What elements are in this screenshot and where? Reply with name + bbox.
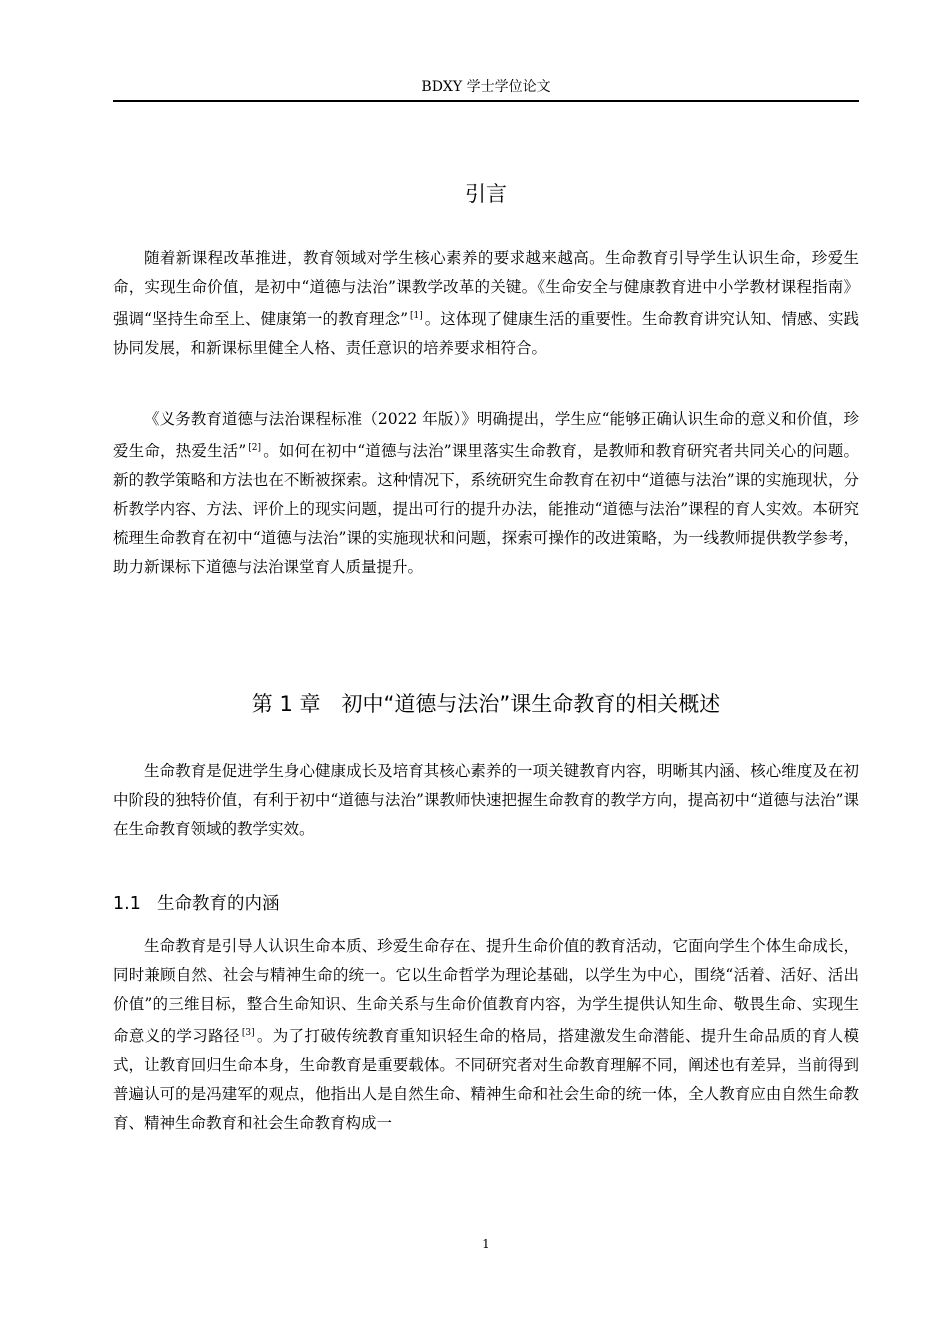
- chapter-1-title: 第 1 章 初中“道德与法治”课生命教育的相关概述: [251, 692, 721, 716]
- running-header: BDXY 学士学位论文: [421, 79, 551, 95]
- section-p-text: 生命教育是引导人认识生命本质、珍爱生命存在、提升生命价值的教育活动，它面向学生个体生命成长，同时兼顾自然、社会与精神生命的统一。它以生命哲学为理论基础，以学生为中心，围绕“活着、活好、活出价值”的三维目标，整合生命知识、生命关系与生命价值教育内容，为学生提供认知生命、敬畏生命、实现生命意义的学习路径: [113, 937, 859, 1045]
- chapter-1-p1-text: 生命教育是促进学生身心健康成长及培育其核心素养的一项关键教育内容，明晰其内涵、核心维度及在初中阶段的独特价值，有利于初中“道德与法治”课教师快速把握生命教育的教学方向，提高初中“道德与法治”课在生命教育领域的教学实效。: [113, 762, 859, 838]
- intro-p1-text: 随着新课程改革推进，教育领域对学生核心素养的要求越来越高。生命教育引导学生认识生命，珍爱生命，实现生命价值，是初中“道德与法治”课教学改革的关键。《生命安全与健康教育进中小学教材课程指南》强调“坚持生命至上、健康第一的教育理念”: [113, 249, 859, 328]
- intro-p2-text: 《义务教育道德与法治课程标准（2022 年版）》明确提出，学生应“能够正确认识生命的意义和价值，珍爱生命，热爱生活”: [113, 410, 859, 460]
- section-number: 1.1: [113, 894, 141, 914]
- section-1-1-heading: [113, 891, 859, 917]
- section-title: 生命教育的内涵: [157, 894, 280, 914]
- citation-ref-1: [1]: [410, 311, 423, 321]
- intro-p2-tail: 。如何在初中“道德与法治”课里落实生命教育，是教师和教育研究者共同关心的问题。新的教学策略和方法也在不断被探索。这种情况下，系统研究生命教育在初中“道德与法治”课的实施现状，分析教学内容、方法、评价上的现实问题，提出可行的提升办法，能推动“道德与法治”课程的育人实效。本研究梳理生命教育在初中“道德与法治”课的实施现状和问题，探索可操作的改进策略，为一线教师提供教学参考，助力新课标下道德与法治课堂育人质量提升。: [113, 442, 859, 576]
- header-rule: [113, 100, 859, 102]
- citation-ref-2: [2]: [248, 443, 262, 453]
- citation-ref-3: [3]: [241, 1028, 255, 1038]
- intro-title: 引言: [465, 182, 507, 206]
- section-1-1-paragraph: [113, 932, 859, 1138]
- section-p-tail: 。为了打破传统教育重知识轻生命的格局，搭建激发生命潜能、提升生命品质的育人模式，让教育回归生命本身，生命教育是重要载体。不同研究者对生命教育理解不同，阐述也有差异，当前得到普遍认可的是冯建军的观点，他指出人是自然生命、精神生命和社会生命的统一体，全人教育应由自然生命教育、精神生命教育和社会生命教育构成一: [113, 1027, 859, 1132]
- intro-paragraph-2: [113, 405, 859, 582]
- intro-p1-tail: 。这体现了健康生活的重要性。生命教育讲究认知、情感、实践协同发展，和新课标里健全人格、责任意识的培养要求相符合。: [113, 310, 859, 357]
- intro-paragraph-1: [113, 244, 859, 363]
- chapter-1-paragraph-1: [113, 757, 859, 844]
- page-number: 1: [482, 1237, 490, 1251]
